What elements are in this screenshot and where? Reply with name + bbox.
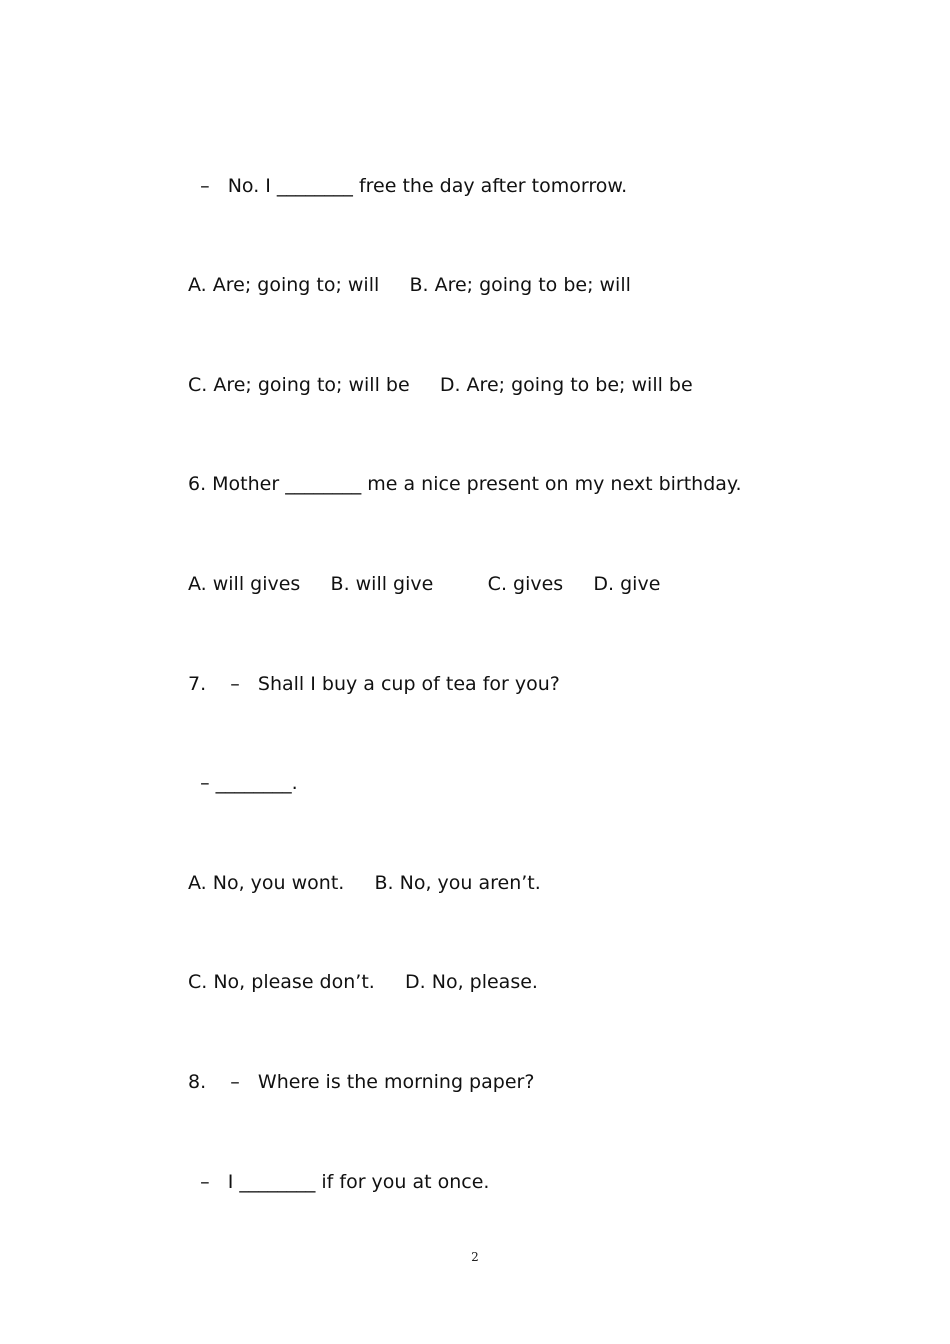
- question-6: 6. Mother ________ me a nice present on my next birthday.: [188, 473, 742, 495]
- question-7: 7. – Shall I buy a cup of tea for you?: [188, 673, 560, 695]
- answer-line-7: – ________.: [188, 772, 298, 794]
- options-7-cd: C. No, please don’t. D. No, please.: [188, 971, 538, 993]
- answer-line-5: – No. I ________ free the day after tomorrow.: [188, 175, 628, 197]
- options-5-cd: C. Are; going to; will be D. Are; going to be; will be: [188, 374, 693, 396]
- answer-line-8: – I ________ if for you at once.: [188, 1171, 490, 1193]
- options-6: A. will gives B. will give C. gives D. give: [188, 573, 661, 595]
- page-number: 2: [471, 1250, 479, 1264]
- question-8: 8. – Where is the morning paper?: [188, 1071, 535, 1093]
- options-7-ab: A. No, you wont. B. No, you aren’t.: [188, 872, 541, 894]
- options-5-ab: A. Are; going to; will B. Are; going to be; will: [188, 274, 631, 296]
